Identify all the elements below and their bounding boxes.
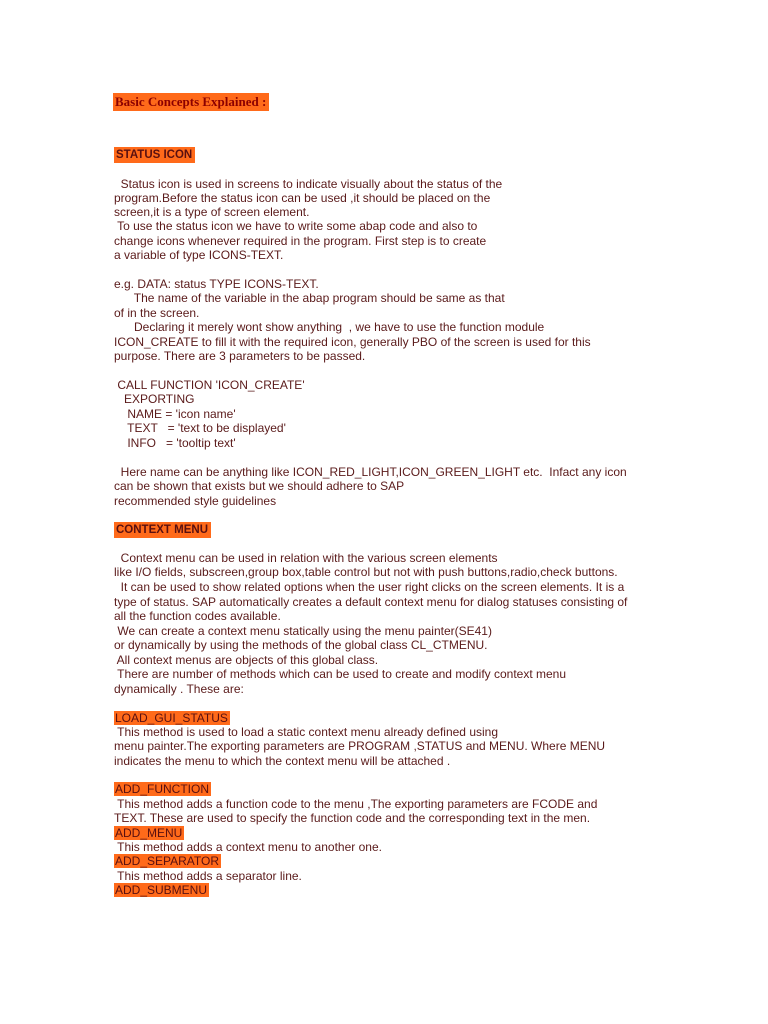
paragraph-line: Declaring it merely wont show anything , we have to use the function module (114, 320, 545, 334)
paragraph-line: type of status. SAP automatically creates a default context menu for dialog statuses consisting of (114, 595, 628, 609)
paragraph-line: The name of the variable in the abap program should be same as that (114, 291, 505, 305)
paragraph-line: screen,it is a type of screen element. (114, 205, 310, 219)
paragraph-line: There are number of methods which can be used to create and modify context menu (114, 667, 567, 681)
document-title: Basic Concepts Explained : (113, 93, 269, 111)
paragraph-line: ICON_CREATE to fill it with the required icon, generally PBO of the screen is used for this (114, 335, 591, 349)
load-gui-status-heading: LOAD_GUI_STATUS (115, 711, 228, 725)
paragraph-line: recommended style guidelines (114, 494, 277, 508)
paragraph-line: This method is used to load a static context menu already defined using (114, 725, 499, 739)
paragraph-line: TEXT. These are used to specify the function code and the corresponding text in the men. (114, 811, 591, 825)
code-line: NAME = 'icon name' (114, 407, 236, 421)
paragraph-line: dynamically . These are: (114, 682, 244, 696)
code-line: EXPORTING (114, 392, 195, 406)
paragraph-line: a variable of type ICONS-TEXT. (114, 248, 284, 262)
paragraph-line: To use the status icon we have to write some abap code and also to (114, 219, 478, 233)
paragraph-line: purpose. There are 3 parameters to be passed. (114, 349, 366, 363)
paragraph-line: like I/O fields, subscreen,group box,table control but not with push buttons,radio,check buttons. (114, 565, 618, 579)
paragraph-line: It can be used to show related options when the user right clicks on the screen elements. It is a (114, 580, 625, 594)
code-line: TEXT = 'text to be displayed' (114, 421, 286, 435)
paragraph-line: all the function codes available. (114, 609, 281, 623)
paragraph-line: This method adds a context menu to another one. (114, 840, 382, 854)
code-line: INFO = 'tooltip text' (114, 436, 236, 450)
paragraph-line: Context menu can be used in relation with the various screen elements (114, 551, 498, 565)
paragraph-line: menu painter.The exporting parameters are PROGRAM ,STATUS and MENU. Where MENU (114, 739, 606, 753)
add-separator-heading: ADD_SEPARATOR (115, 854, 220, 868)
paragraph-line: We can create a context menu statically using the menu painter(SE41) (114, 624, 492, 638)
paragraph-line: change icons whenever required in the program. First step is to create (114, 234, 487, 248)
paragraph-line: All context menus are objects of this global class. (114, 653, 379, 667)
paragraph-line: or dynamically by using the methods of the global class CL_CTMENU. (114, 638, 488, 652)
paragraph-line: This method adds a function code to the menu ,The exporting parameters are FCODE and (114, 797, 598, 811)
paragraph-line: Here name can be anything like ICON_RED_LIGHT,ICON_GREEN_LIGHT etc. Infact any icon (114, 465, 627, 479)
code-line: e.g. DATA: status TYPE ICONS-TEXT. (114, 277, 319, 291)
code-line: CALL FUNCTION 'ICON_CREATE' (114, 378, 305, 392)
paragraph-line: indicates the menu to which the context menu will be attached . (114, 754, 451, 768)
add-menu-heading: ADD_MENU (115, 826, 183, 840)
paragraph-line: program.Before the status icon can be used ,it should be placed on the (114, 191, 491, 205)
context-menu-heading: CONTEXT MENU (114, 522, 211, 538)
add-submenu-heading: ADD_SUBMENU (115, 883, 208, 897)
paragraph-line: can be shown that exists but we should adhere to SAP (114, 479, 405, 493)
status-icon-heading: STATUS ICON (114, 147, 195, 163)
paragraph-line: Status icon is used in screens to indicate visually about the status of the (114, 177, 503, 191)
paragraph-line: This method adds a separator line. (114, 869, 302, 883)
paragraph-line: of in the screen. (114, 306, 200, 320)
add-function-heading: ADD_FUNCTION (115, 782, 210, 796)
